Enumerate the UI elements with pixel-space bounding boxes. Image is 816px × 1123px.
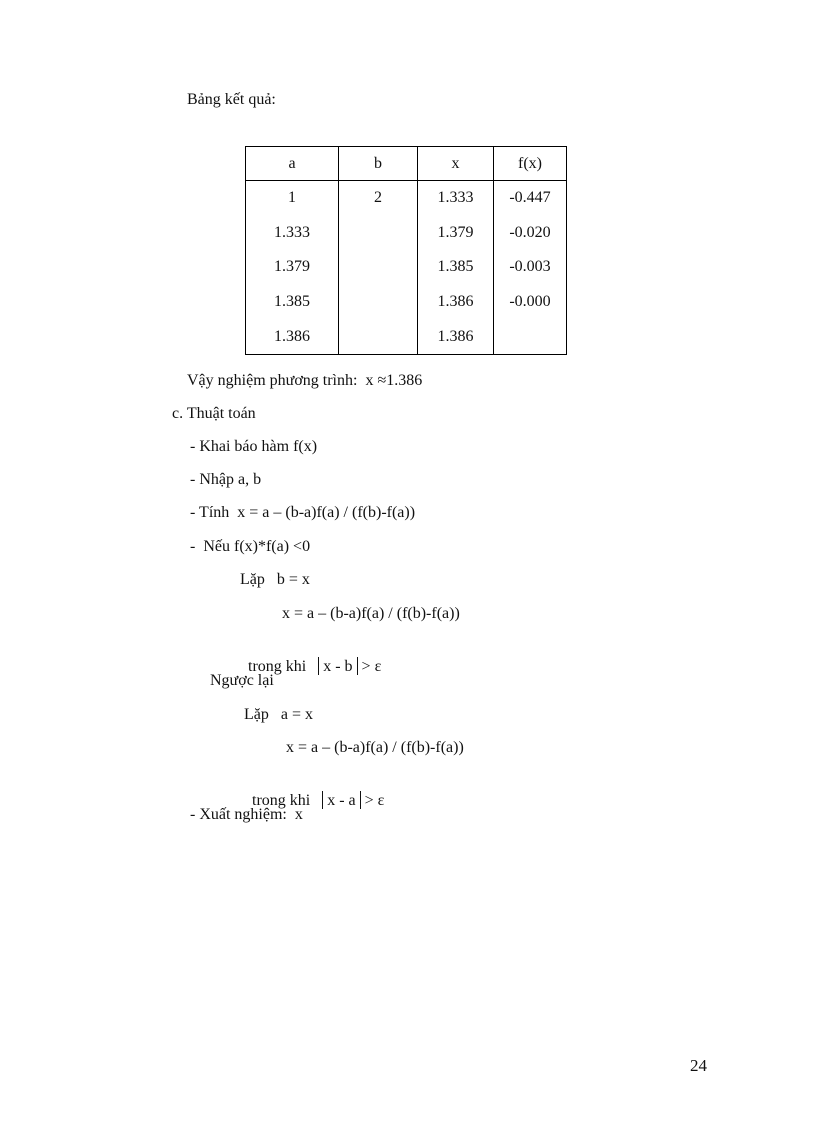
- cell-b: [339, 216, 418, 251]
- step-if: - Nếu f(x)*f(a) <0: [190, 538, 311, 555]
- table-row: [246, 250, 567, 285]
- branch1-repeat: Lặp b = x: [240, 571, 310, 588]
- page-number: 24: [690, 1056, 707, 1075]
- abs-bar-left: [318, 657, 319, 675]
- table-row: [246, 181, 567, 216]
- abs-bar-right: [357, 657, 358, 675]
- cell-b: [339, 250, 418, 285]
- cell-fx: -0.000: [494, 285, 567, 320]
- cell-a: 1.379: [246, 250, 339, 285]
- cell-b: 2: [339, 181, 418, 216]
- header-fx: f(x): [494, 147, 567, 181]
- header-x: x: [418, 147, 494, 181]
- cell-x: 1.333: [418, 181, 494, 216]
- header-b: b: [339, 147, 418, 181]
- cell-b: [339, 285, 418, 320]
- results-label: Bảng kết quả:: [187, 91, 276, 108]
- cell-a: 1.386: [246, 319, 339, 354]
- table-row: [246, 285, 567, 320]
- step-compute: - Tính x = a – (b-a)f(a) / (f(b)-f(a)): [190, 504, 416, 521]
- cell-x: 1.386: [418, 285, 494, 320]
- algorithm-heading: c. Thuật toán: [172, 405, 256, 422]
- else-label: Ngược lại: [210, 672, 274, 689]
- table-row: [246, 216, 567, 251]
- abs-bar-left: [322, 791, 323, 809]
- while-expr: x - b: [323, 658, 353, 675]
- while-prefix: trong khi: [248, 658, 307, 675]
- cell-a: 1.385: [246, 285, 339, 320]
- step-input: - Nhập a, b: [190, 471, 262, 488]
- cell-x: 1.386: [418, 319, 494, 354]
- step-output: - Xuất nghiệm: x: [190, 806, 303, 823]
- cell-b: [339, 319, 418, 354]
- branch2-repeat: Lặp a = x: [244, 706, 313, 723]
- while-suffix: > ε: [361, 658, 382, 675]
- table-row: [246, 319, 567, 354]
- results-table: [245, 146, 567, 355]
- cell-fx: -0.447: [494, 181, 567, 216]
- branch2-formula: x = a – (b-a)f(a) / (f(b)-f(a)): [286, 739, 464, 756]
- branch1-formula: x = a – (b-a)f(a) / (f(b)-f(a)): [282, 605, 460, 622]
- cell-a: 1.333: [246, 216, 339, 251]
- cell-fx: [494, 319, 567, 354]
- while-prefix: trong khi: [252, 792, 311, 809]
- header-a: a: [246, 147, 339, 181]
- cell-fx: -0.020: [494, 216, 567, 251]
- cell-a: 1: [246, 181, 339, 216]
- while-suffix: > ε: [364, 792, 385, 809]
- cell-x: 1.379: [418, 216, 494, 251]
- cell-x: 1.385: [418, 250, 494, 285]
- while-expr: x - a: [327, 792, 356, 809]
- cell-fx: -0.003: [494, 250, 567, 285]
- step-declare: - Khai báo hàm f(x): [190, 438, 318, 455]
- table-header-row: [246, 147, 567, 181]
- conclusion-text: Vậy nghiệm phương trình: x ≈1.386: [187, 372, 423, 389]
- abs-bar-right: [360, 791, 361, 809]
